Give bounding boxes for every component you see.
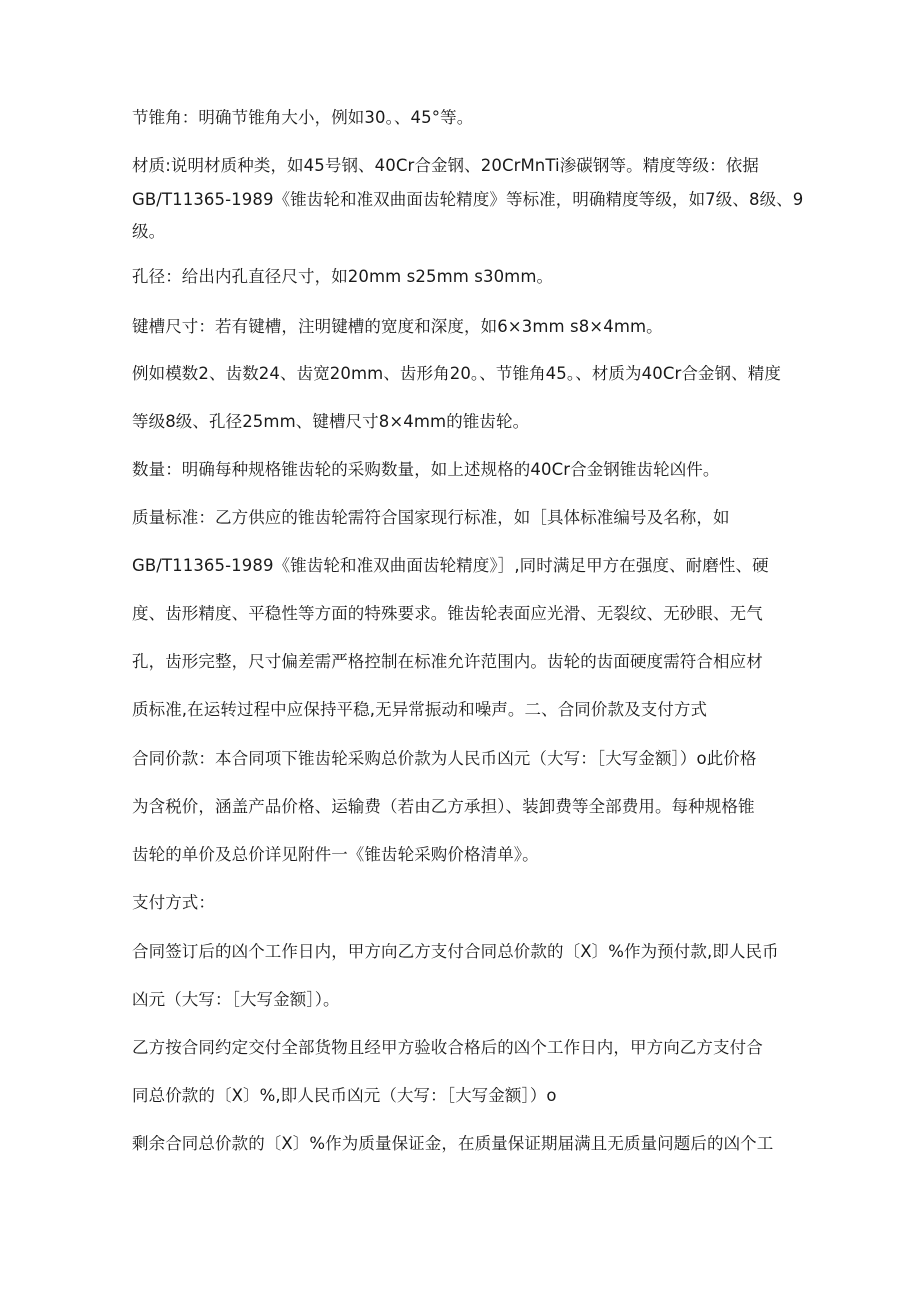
- text-line-keyway-size: 键槽尺寸：若有键槽，注明键槽的宽度和深度，如6×3mm s8×4mm。: [132, 317, 663, 336]
- text-line-payment-heading: 支付方式：: [132, 893, 215, 912]
- text-line-quality-2: GB/T11365-1989《锥齿轮和准双曲面齿轮精度》］,同时满足甲方在强度、耐磨性、硬: [132, 556, 769, 575]
- text-line-quality-3: 度、齿形精度、平稳性等方面的特殊要求。锥齿轮表面应光滑、无裂纹、无砂眼、无气: [132, 604, 763, 623]
- text-line-price-1: 合同价款：本合同项下锥齿轮采购总价款为人民币凶元（大写：［大写金额］）o此价格: [132, 749, 757, 768]
- text-line-price-3: 齿轮的单价及总价详见附件一《锥齿轮采购价格清单》。: [132, 845, 539, 864]
- text-line-payment-2b: 同总价款的〔X〕%,即人民币凶元（大写：［大写金额］）o: [132, 1086, 557, 1105]
- text-line-material: 材质:说明材质种类，如45号钢、40Cr合金钢、20CrMnTi渗碳钢等。精度等级：依据: [132, 156, 759, 175]
- text-line-price-2: 为含税价，涵盖产品价格、运输费（若由乙方承担）、装卸费等全部费用。每种规格锥: [132, 797, 755, 816]
- text-line-precision-standard: GB/T11365-1989《锥齿轮和准双曲面齿轮精度》等标准，明确精度等级，如7级、8级、9: [132, 190, 804, 209]
- text-line-quality-1: 质量标准：乙方供应的锥齿轮需符合国家现行标准，如［具体标准编号及名称，如: [132, 508, 730, 527]
- text-line-example-1: 例如模数2、齿数24、齿宽20mm、齿形角20。、节锥角45。、材质为40Cr合金钢、精度: [132, 364, 781, 383]
- text-line-quantity: 数量：明确每种规格锥齿轮的采购数量，如上述规格的40Cr合金钢锥齿轮凶件。: [132, 460, 720, 479]
- text-line-bevel-angle: 节锥角：明确节锥角大小，例如30。、45°等。: [132, 108, 474, 127]
- text-line-quality-4: 孔，齿形完整，尺寸偏差需严格控制在标准允许范围内。齿轮的齿面硬度需符合相应材: [132, 652, 763, 671]
- text-line-payment-1b: 凶元（大写：［大写金额］）。: [132, 990, 340, 1009]
- text-line-precision-end: 级。: [132, 222, 166, 241]
- text-line-payment-3: 剩余合同总价款的〔X〕%作为质量保证金，在质量保证期届满且无质量问题后的凶个工: [132, 1134, 774, 1153]
- text-line-quality-5: 质标准,在运转过程中应保持平稳,无异常振动和噪声。二、合同价款及支付方式: [132, 700, 708, 719]
- text-line-payment-2a: 乙方按合同约定交付全部货物且经甲方验收合格后的凶个工作日内，甲方向乙方支付合: [132, 1038, 763, 1057]
- text-line-example-2: 等级8级、孔径25mm、键槽尺寸8×4mm的锥齿轮。: [132, 412, 530, 431]
- text-line-payment-1a: 合同签订后的凶个工作日内，甲方向乙方支付合同总价款的〔X〕%作为预付款,即人民币: [132, 942, 779, 961]
- text-line-bore-diameter: 孔径：给出内孔直径尺寸，如20mm s25mm s30mm。: [132, 267, 554, 286]
